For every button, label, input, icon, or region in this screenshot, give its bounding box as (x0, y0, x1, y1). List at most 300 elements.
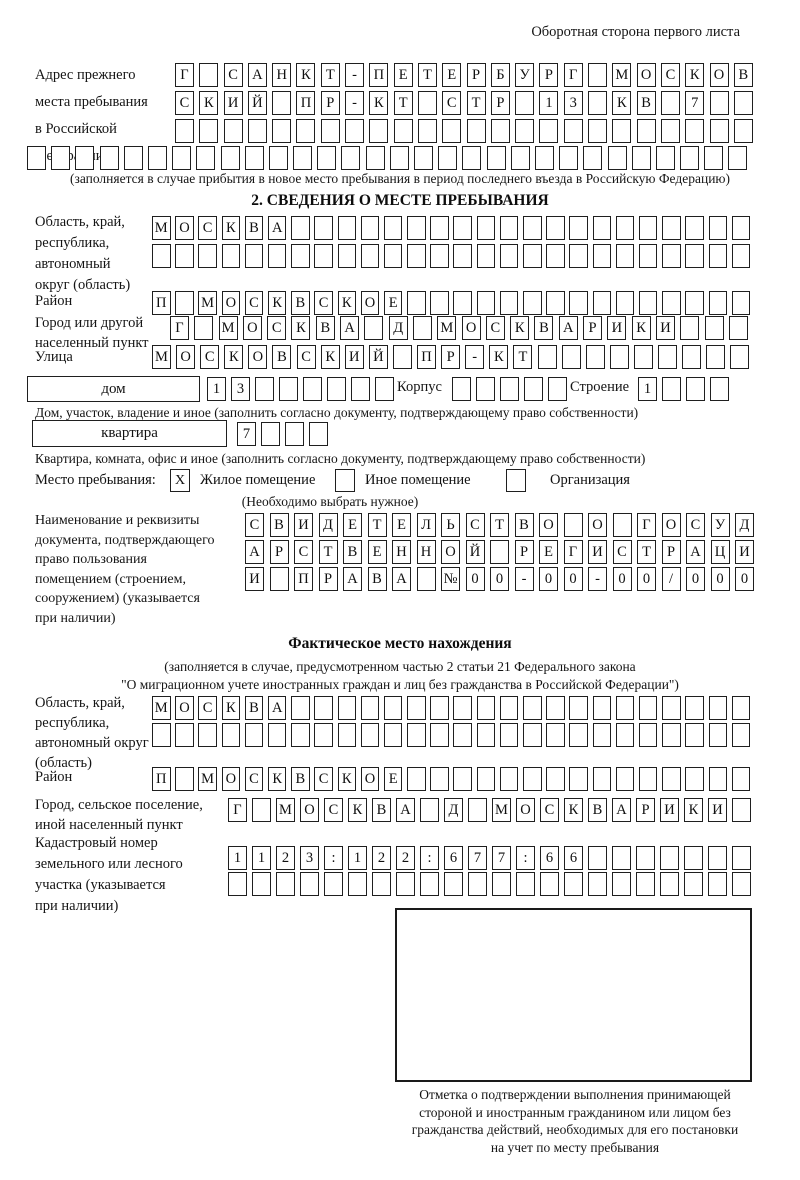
checkbox-inoe[interactable] (335, 469, 355, 492)
char-box[interactable]: С (267, 316, 286, 340)
char-box[interactable]: В (372, 798, 391, 822)
char-box[interactable] (546, 696, 565, 720)
checkbox-organizatsiya[interactable] (506, 469, 526, 492)
char-box[interactable]: Н (272, 63, 291, 87)
char-box[interactable]: В (588, 798, 607, 822)
char-box[interactable]: К (685, 63, 704, 87)
char-box[interactable] (27, 146, 46, 170)
char-box[interactable]: В (272, 345, 291, 369)
char-box[interactable]: К (321, 345, 340, 369)
char-box[interactable]: 0 (564, 567, 583, 591)
char-box[interactable]: А (396, 798, 415, 822)
char-box[interactable]: 2 (372, 846, 391, 870)
char-box[interactable]: 7 (237, 422, 256, 446)
char-box[interactable]: 0 (686, 567, 705, 591)
char-box[interactable] (430, 291, 449, 315)
char-box[interactable]: Д (444, 798, 463, 822)
char-box[interactable] (384, 216, 403, 240)
char-box[interactable]: 0 (539, 567, 558, 591)
char-box[interactable] (199, 63, 218, 87)
char-box[interactable] (636, 846, 655, 870)
char-box[interactable] (588, 846, 607, 870)
char-box[interactable] (477, 767, 496, 791)
char-box[interactable]: 3 (300, 846, 319, 870)
char-box[interactable]: 0 (711, 567, 730, 591)
char-box[interactable] (516, 872, 535, 896)
char-box[interactable]: Г (637, 513, 656, 537)
char-box[interactable]: И (345, 345, 364, 369)
char-box[interactable] (245, 146, 264, 170)
char-box[interactable]: : (516, 846, 535, 870)
char-box[interactable] (477, 291, 496, 315)
char-box[interactable]: Т (637, 540, 656, 564)
char-box[interactable] (658, 345, 677, 369)
char-box[interactable] (662, 216, 681, 240)
char-box[interactable]: Т (319, 540, 338, 564)
char-box[interactable]: О (175, 216, 194, 240)
char-box[interactable]: 0 (735, 567, 754, 591)
char-box[interactable] (361, 216, 380, 240)
char-box[interactable] (414, 146, 433, 170)
char-box[interactable] (588, 91, 607, 115)
char-box[interactable]: 2 (276, 846, 295, 870)
char-box[interactable]: № (441, 567, 460, 591)
char-box[interactable] (732, 723, 751, 747)
char-box[interactable] (384, 723, 403, 747)
char-box[interactable]: А (248, 63, 267, 87)
char-box[interactable]: - (588, 567, 607, 591)
char-box[interactable]: С (245, 513, 264, 537)
char-box[interactable] (279, 377, 298, 401)
char-box[interactable] (245, 723, 264, 747)
char-box[interactable] (291, 723, 310, 747)
char-box[interactable]: М (198, 291, 217, 315)
char-box[interactable]: С (540, 798, 559, 822)
char-box[interactable]: В (515, 513, 534, 537)
char-box[interactable]: 1 (207, 377, 226, 401)
char-box[interactable]: Г (228, 798, 247, 822)
char-box[interactable] (729, 316, 748, 340)
char-box[interactable]: С (294, 540, 313, 564)
char-box[interactable]: : (324, 846, 343, 870)
char-box[interactable] (364, 316, 383, 340)
char-box[interactable] (198, 244, 217, 268)
char-box[interactable] (361, 696, 380, 720)
char-box[interactable] (709, 216, 728, 240)
char-box[interactable] (407, 696, 426, 720)
char-box[interactable]: С (324, 798, 343, 822)
char-box[interactable] (523, 723, 542, 747)
char-box[interactable]: Р (583, 316, 602, 340)
char-box[interactable] (680, 146, 699, 170)
char-box[interactable] (636, 872, 655, 896)
char-box[interactable] (562, 345, 581, 369)
char-box[interactable] (661, 91, 680, 115)
char-box[interactable]: 0 (490, 567, 509, 591)
char-box[interactable]: О (710, 63, 729, 87)
char-box[interactable] (616, 216, 635, 240)
char-box[interactable]: К (684, 798, 703, 822)
char-box[interactable] (291, 696, 310, 720)
char-box[interactable]: О (441, 540, 460, 564)
char-box[interactable]: М (152, 216, 171, 240)
char-box[interactable]: Н (417, 540, 436, 564)
char-box[interactable] (361, 244, 380, 268)
char-box[interactable]: К (224, 345, 243, 369)
char-box[interactable] (468, 872, 487, 896)
char-box[interactable]: К (632, 316, 651, 340)
char-box[interactable] (152, 723, 171, 747)
char-box[interactable] (407, 244, 426, 268)
char-box[interactable] (418, 119, 437, 143)
char-box[interactable] (662, 377, 681, 401)
char-box[interactable] (569, 696, 588, 720)
char-box[interactable] (540, 872, 559, 896)
char-box[interactable] (194, 316, 213, 340)
char-box[interactable]: Н (392, 540, 411, 564)
char-box[interactable]: И (656, 316, 675, 340)
char-box[interactable] (314, 696, 333, 720)
char-box[interactable] (175, 723, 194, 747)
char-box[interactable]: Р (539, 63, 558, 87)
char-box[interactable] (293, 146, 312, 170)
char-box[interactable] (252, 872, 271, 896)
char-box[interactable]: С (661, 63, 680, 87)
char-box[interactable]: Е (539, 540, 558, 564)
char-box[interactable] (685, 216, 704, 240)
char-box[interactable]: 7 (685, 91, 704, 115)
char-box[interactable] (124, 146, 143, 170)
char-box[interactable] (324, 872, 343, 896)
char-box[interactable] (261, 422, 280, 446)
char-box[interactable]: И (660, 798, 679, 822)
char-box[interactable]: О (361, 291, 380, 315)
char-box[interactable]: - (345, 91, 364, 115)
char-box[interactable] (500, 244, 519, 268)
char-box[interactable]: Т (368, 513, 387, 537)
char-box[interactable]: О (176, 345, 195, 369)
char-box[interactable] (732, 846, 751, 870)
char-box[interactable]: К (296, 63, 315, 87)
char-box[interactable] (511, 146, 530, 170)
char-box[interactable] (430, 767, 449, 791)
char-box[interactable]: М (612, 63, 631, 87)
char-box[interactable] (708, 846, 727, 870)
char-box[interactable] (417, 567, 436, 591)
char-box[interactable] (515, 119, 534, 143)
char-box[interactable]: Р (491, 91, 510, 115)
char-box[interactable] (685, 291, 704, 315)
char-box[interactable] (686, 377, 705, 401)
char-box[interactable] (491, 119, 510, 143)
char-box[interactable]: Т (513, 345, 532, 369)
char-box[interactable] (51, 146, 70, 170)
char-box[interactable] (500, 696, 519, 720)
char-box[interactable]: К (369, 91, 388, 115)
char-box[interactable] (453, 291, 472, 315)
char-box[interactable]: 0 (466, 567, 485, 591)
char-box[interactable] (303, 377, 322, 401)
char-box[interactable]: С (200, 345, 219, 369)
char-box[interactable] (420, 798, 439, 822)
char-box[interactable] (639, 723, 658, 747)
char-box[interactable]: А (268, 216, 287, 240)
char-box[interactable]: 7 (468, 846, 487, 870)
char-box[interactable]: М (198, 767, 217, 791)
char-box[interactable] (730, 345, 749, 369)
char-box[interactable]: Р (441, 345, 460, 369)
char-box[interactable] (420, 872, 439, 896)
char-box[interactable] (442, 119, 461, 143)
char-box[interactable]: М (276, 798, 295, 822)
char-box[interactable]: Й (248, 91, 267, 115)
char-box[interactable] (662, 244, 681, 268)
char-box[interactable]: Е (392, 513, 411, 537)
char-box[interactable]: С (314, 291, 333, 315)
char-box[interactable] (390, 146, 409, 170)
char-box[interactable] (338, 723, 357, 747)
char-box[interactable]: О (539, 513, 558, 537)
char-box[interactable] (348, 872, 367, 896)
char-box[interactable]: 1 (252, 846, 271, 870)
char-box[interactable]: О (516, 798, 535, 822)
char-box[interactable]: О (222, 291, 241, 315)
char-box[interactable]: А (245, 540, 264, 564)
char-box[interactable] (430, 696, 449, 720)
char-box[interactable]: О (588, 513, 607, 537)
char-box[interactable] (732, 244, 751, 268)
char-box[interactable] (492, 872, 511, 896)
char-box[interactable]: И (708, 798, 727, 822)
char-box[interactable]: 6 (564, 846, 583, 870)
char-box[interactable] (616, 291, 635, 315)
char-box[interactable] (616, 696, 635, 720)
char-box[interactable] (276, 872, 295, 896)
checkbox-zhiloe[interactable]: X (170, 469, 190, 492)
char-box[interactable] (734, 91, 753, 115)
char-box[interactable] (338, 696, 357, 720)
char-box[interactable]: О (300, 798, 319, 822)
char-box[interactable]: О (248, 345, 267, 369)
char-box[interactable] (710, 377, 729, 401)
char-box[interactable] (656, 146, 675, 170)
char-box[interactable]: И (245, 567, 264, 591)
char-box[interactable] (152, 244, 171, 268)
char-box[interactable]: 6 (540, 846, 559, 870)
char-box[interactable] (639, 291, 658, 315)
char-box[interactable]: И (735, 540, 754, 564)
char-box[interactable] (639, 696, 658, 720)
char-box[interactable]: М (437, 316, 456, 340)
char-box[interactable]: К (268, 291, 287, 315)
char-box[interactable]: К (222, 696, 241, 720)
char-box[interactable]: У (711, 513, 730, 537)
char-box[interactable] (538, 345, 557, 369)
char-box[interactable]: Р (321, 91, 340, 115)
char-box[interactable] (384, 244, 403, 268)
char-box[interactable]: Д (389, 316, 408, 340)
char-box[interactable] (369, 119, 388, 143)
char-box[interactable] (684, 872, 703, 896)
char-box[interactable]: Д (735, 513, 754, 537)
char-box[interactable]: А (392, 567, 411, 591)
char-box[interactable] (662, 291, 681, 315)
char-box[interactable] (321, 119, 340, 143)
char-box[interactable]: 1 (228, 846, 247, 870)
char-box[interactable]: С (466, 513, 485, 537)
char-box[interactable] (452, 377, 471, 401)
char-box[interactable] (709, 767, 728, 791)
char-box[interactable] (314, 723, 333, 747)
char-box[interactable]: М (152, 345, 171, 369)
char-box[interactable]: К (199, 91, 218, 115)
char-box[interactable]: Т (467, 91, 486, 115)
char-box[interactable] (361, 723, 380, 747)
char-box[interactable] (430, 244, 449, 268)
char-box[interactable] (546, 291, 565, 315)
char-box[interactable]: - (515, 567, 534, 591)
char-box[interactable]: Г (170, 316, 189, 340)
char-box[interactable] (438, 146, 457, 170)
char-box[interactable] (564, 513, 583, 537)
char-box[interactable] (523, 696, 542, 720)
char-box[interactable]: К (489, 345, 508, 369)
char-box[interactable] (327, 377, 346, 401)
char-box[interactable] (616, 723, 635, 747)
char-box[interactable] (175, 119, 194, 143)
char-box[interactable]: С (686, 513, 705, 537)
char-box[interactable]: О (637, 63, 656, 87)
char-box[interactable]: Т (418, 63, 437, 87)
char-box[interactable] (523, 244, 542, 268)
char-box[interactable]: К (612, 91, 631, 115)
char-box[interactable] (564, 872, 583, 896)
char-box[interactable] (610, 345, 629, 369)
char-box[interactable]: Т (394, 91, 413, 115)
char-box[interactable] (175, 244, 194, 268)
char-box[interactable]: К (268, 767, 287, 791)
char-box[interactable] (662, 767, 681, 791)
char-box[interactable]: А (612, 798, 631, 822)
char-box[interactable] (685, 244, 704, 268)
char-box[interactable]: У (515, 63, 534, 87)
char-box[interactable]: 7 (492, 846, 511, 870)
char-box[interactable] (569, 216, 588, 240)
char-box[interactable] (639, 244, 658, 268)
char-box[interactable] (300, 872, 319, 896)
char-box[interactable] (252, 798, 271, 822)
char-box[interactable] (198, 723, 217, 747)
char-box[interactable]: 0 (637, 567, 656, 591)
char-box[interactable]: К (291, 316, 310, 340)
char-box[interactable] (453, 723, 472, 747)
char-box[interactable] (685, 723, 704, 747)
char-box[interactable] (338, 216, 357, 240)
char-box[interactable] (487, 146, 506, 170)
char-box[interactable]: Ь (441, 513, 460, 537)
char-box[interactable]: С (613, 540, 632, 564)
char-box[interactable] (569, 723, 588, 747)
char-box[interactable] (732, 216, 751, 240)
char-box[interactable]: В (270, 513, 289, 537)
char-box[interactable]: И (588, 540, 607, 564)
char-box[interactable] (453, 696, 472, 720)
char-box[interactable] (546, 723, 565, 747)
char-box[interactable] (407, 216, 426, 240)
char-box[interactable]: - (345, 63, 364, 87)
char-box[interactable] (500, 291, 519, 315)
char-box[interactable]: И (607, 316, 626, 340)
char-box[interactable]: Е (394, 63, 413, 87)
char-box[interactable] (660, 846, 679, 870)
char-box[interactable] (468, 798, 487, 822)
char-box[interactable]: Р (515, 540, 534, 564)
char-box[interactable]: Г (175, 63, 194, 87)
char-box[interactable]: И (224, 91, 243, 115)
char-box[interactable] (394, 119, 413, 143)
char-box[interactable] (396, 872, 415, 896)
char-box[interactable]: О (361, 767, 380, 791)
char-box[interactable] (588, 119, 607, 143)
char-box[interactable] (490, 540, 509, 564)
char-box[interactable]: О (462, 316, 481, 340)
char-box[interactable]: Е (368, 540, 387, 564)
char-box[interactable] (393, 345, 412, 369)
char-box[interactable]: П (294, 567, 313, 591)
char-box[interactable] (270, 567, 289, 591)
char-box[interactable] (477, 696, 496, 720)
char-box[interactable] (637, 119, 656, 143)
char-box[interactable] (291, 216, 310, 240)
char-box[interactable] (588, 63, 607, 87)
char-box[interactable] (685, 696, 704, 720)
char-box[interactable] (341, 146, 360, 170)
char-box[interactable]: К (510, 316, 529, 340)
char-box[interactable] (467, 119, 486, 143)
char-box[interactable]: М (492, 798, 511, 822)
char-box[interactable] (546, 767, 565, 791)
char-box[interactable] (728, 146, 747, 170)
char-box[interactable]: М (152, 696, 171, 720)
char-box[interactable] (407, 723, 426, 747)
char-box[interactable] (500, 723, 519, 747)
char-box[interactable]: Й (466, 540, 485, 564)
char-box[interactable] (709, 291, 728, 315)
char-box[interactable] (221, 146, 240, 170)
char-box[interactable] (248, 119, 267, 143)
char-box[interactable] (680, 316, 699, 340)
char-box[interactable]: В (245, 216, 264, 240)
char-box[interactable]: В (368, 567, 387, 591)
char-box[interactable]: Т (321, 63, 340, 87)
char-box[interactable] (268, 244, 287, 268)
char-box[interactable]: - (465, 345, 484, 369)
char-box[interactable] (196, 146, 215, 170)
char-box[interactable] (375, 377, 394, 401)
char-box[interactable]: 1 (638, 377, 657, 401)
char-box[interactable]: Е (384, 291, 403, 315)
char-box[interactable]: Б (491, 63, 510, 87)
char-box[interactable]: 3 (231, 377, 250, 401)
char-box[interactable]: Р (467, 63, 486, 87)
char-box[interactable]: Г (564, 63, 583, 87)
char-box[interactable] (175, 291, 194, 315)
char-box[interactable]: О (243, 316, 262, 340)
char-box[interactable] (309, 422, 328, 446)
char-box[interactable]: Е (442, 63, 461, 87)
char-box[interactable] (588, 872, 607, 896)
char-box[interactable]: О (175, 696, 194, 720)
